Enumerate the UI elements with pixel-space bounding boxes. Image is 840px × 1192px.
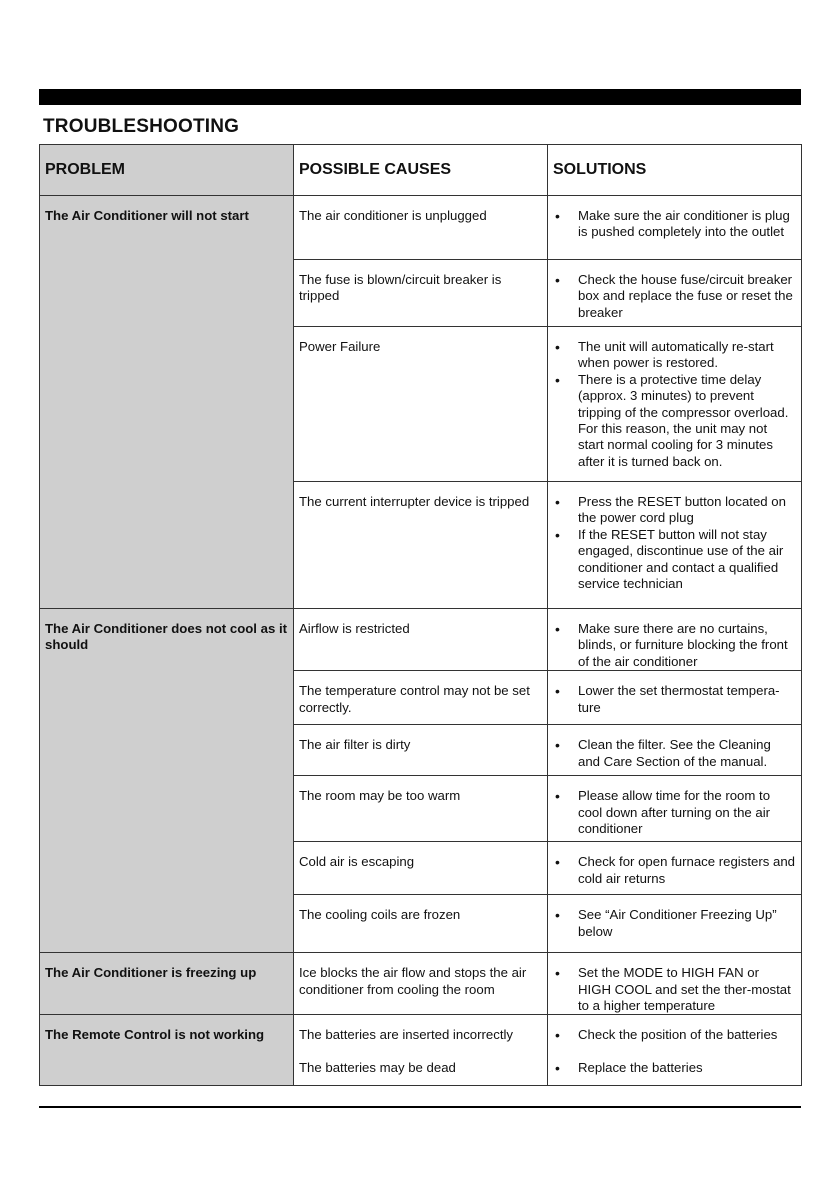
solutions-list bbox=[548, 208, 795, 241]
solution-item: • Set the MODE to HIGH FAN or HIGH COOL and set the ther-mostat to a higher temperature bbox=[548, 965, 795, 1014]
solutions-cell bbox=[548, 482, 802, 609]
cause-cell bbox=[294, 842, 548, 895]
solutions-list bbox=[548, 854, 795, 887]
solution-item: • Lower the set thermostat tempera-ture bbox=[548, 683, 795, 716]
cause-text: The room may be too warm bbox=[299, 788, 461, 804]
header-solutions: SOLUTIONS bbox=[548, 145, 802, 196]
table-row bbox=[40, 953, 802, 1015]
problem-cell: The Air Conditioner will not start bbox=[40, 196, 294, 609]
cause-text: The air conditioner is unplugged bbox=[299, 208, 487, 223]
header-bar bbox=[39, 89, 801, 105]
cause-cell bbox=[294, 776, 548, 842]
table-row bbox=[40, 196, 802, 260]
solutions-cell bbox=[548, 842, 802, 895]
solution-item: • Check for open furnace registers and cold air returns bbox=[548, 854, 795, 887]
solutions-cell bbox=[548, 725, 802, 776]
cause-text: Airflow is restricted bbox=[299, 621, 410, 636]
table-row bbox=[40, 1015, 802, 1086]
solutions-list bbox=[548, 272, 795, 321]
troubleshooting-table bbox=[39, 144, 802, 1086]
cause-text: Cold air is escaping bbox=[299, 854, 415, 870]
cause-text: The fuse is blown/circuit breaker is tripped bbox=[299, 272, 502, 304]
solutions-list bbox=[548, 965, 795, 1014]
solutions-list bbox=[548, 339, 795, 470]
cause-text: The batteries are inserted incorrectly bbox=[299, 1027, 514, 1043]
solutions-list bbox=[548, 907, 795, 940]
problem-cell: The Air Conditioner does not cool as it should bbox=[40, 609, 294, 953]
cause-cell bbox=[294, 260, 548, 327]
solutions-list bbox=[548, 494, 795, 592]
page-title: TROUBLESHOOTING bbox=[43, 116, 240, 137]
solutions-cell bbox=[548, 776, 802, 842]
solution-item: • Press the RESET button located on the power cord plug bbox=[548, 494, 795, 527]
solutions-cell bbox=[548, 1015, 802, 1086]
cause-cell bbox=[294, 725, 548, 776]
cause-text: The temperature control may not be set correctly. bbox=[299, 683, 530, 715]
cause-cell bbox=[294, 482, 548, 609]
solutions-cell bbox=[548, 327, 802, 482]
solutions-cell bbox=[548, 671, 802, 725]
solutions-cell bbox=[548, 953, 802, 1015]
problem-cell: The Air Conditioner is freezing up bbox=[40, 953, 294, 1015]
solution-item: • Replace the batteries bbox=[548, 1060, 795, 1076]
solution-item: • Make sure there are no curtains, blinds, or furniture blocking the front of the air conditioner bbox=[548, 621, 795, 670]
solution-item: • Check the position of the batteries bbox=[548, 1027, 795, 1043]
cause-cell bbox=[294, 1015, 548, 1086]
cause-cell bbox=[294, 327, 548, 482]
solutions-list bbox=[548, 788, 795, 837]
cause-text: Ice blocks the air flow and stops the air conditioner from cooling the room bbox=[299, 965, 527, 997]
solutions-list bbox=[548, 683, 795, 716]
problem-cell: The Remote Control is not working bbox=[40, 1015, 294, 1086]
solution-item: • Clean the filter. See the Cleaning and Care Section of the manual. bbox=[548, 737, 795, 770]
solutions-cell bbox=[548, 609, 802, 671]
solution-item: • There is a protective time delay (approx. 3 minutes) to prevent tripping of the compressor overload. For this reason, the unit may not start normal cooling for 3 minutes after it is turned back on. bbox=[548, 372, 795, 470]
solution-item: • See “Air Conditioner Freezing Up” below bbox=[548, 907, 795, 940]
solution-item: • The unit will automatically re-start when power is restored. bbox=[548, 339, 795, 372]
table-header-row bbox=[40, 145, 802, 196]
cause-cell bbox=[294, 671, 548, 725]
cause-cell bbox=[294, 196, 548, 260]
solutions-cell bbox=[548, 196, 802, 260]
footer-rule bbox=[39, 1106, 801, 1108]
cause-text: The air filter is dirty bbox=[299, 737, 411, 753]
header-problem: PROBLEM bbox=[40, 145, 294, 196]
solution-item: • Make sure the air conditioner is plug is pushed completely into the outlet bbox=[548, 208, 795, 241]
cause-text: The current interrupter device is tripped bbox=[299, 494, 530, 509]
solutions-cell bbox=[548, 260, 802, 327]
solutions-list bbox=[548, 1027, 795, 1076]
solutions-cell bbox=[548, 895, 802, 953]
solutions-list bbox=[548, 621, 795, 670]
solutions-list bbox=[548, 737, 795, 770]
header-possible-causes: POSSIBLE CAUSES bbox=[294, 145, 548, 196]
cause-cell bbox=[294, 953, 548, 1015]
cause-cell bbox=[294, 609, 548, 671]
cause-text: The cooling coils are frozen bbox=[299, 907, 461, 923]
cause-text: The batteries may be dead bbox=[299, 1059, 456, 1075]
table-row bbox=[40, 609, 802, 671]
cause-text: Power Failure bbox=[299, 339, 381, 354]
solution-item: • If the RESET button will not stay engaged, discontinue use of the air conditioner and contact a qualified service technician bbox=[548, 527, 795, 593]
solution-item: • Check the house fuse/circuit breaker box and replace the fuse or reset the breaker bbox=[548, 272, 795, 321]
cause-cell bbox=[294, 895, 548, 953]
solution-item: • Please allow time for the room to cool down after turning on the air conditioner bbox=[548, 788, 795, 837]
